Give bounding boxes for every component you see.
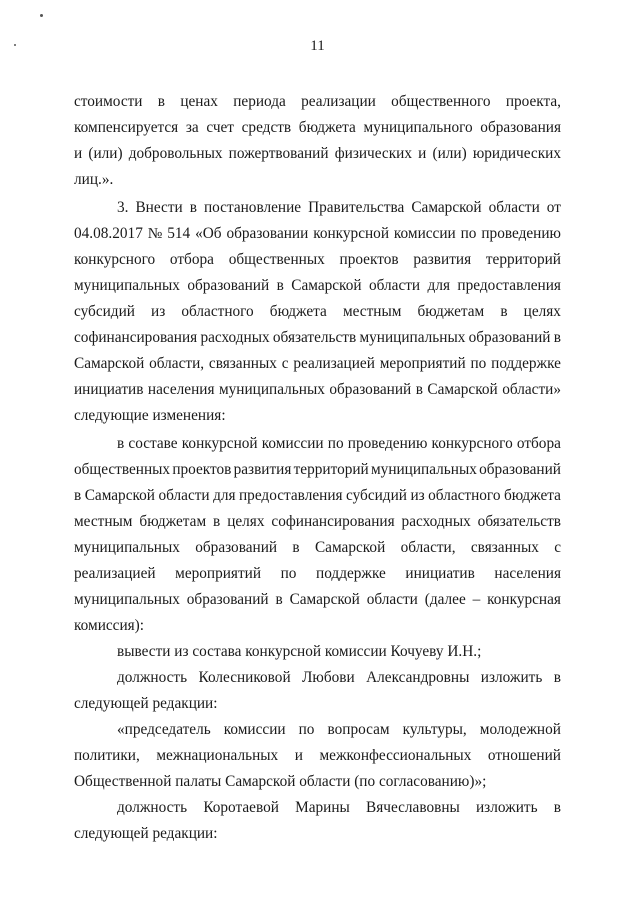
text-word: 514	[167, 225, 191, 242]
text-word: мероприятий	[175, 565, 262, 582]
text-word: связанных	[470, 539, 539, 556]
text-word: территорий	[293, 461, 369, 478]
text-word: отбора	[516, 435, 561, 452]
text-word: поддержке	[491, 355, 561, 372]
text-word: поддержке	[316, 565, 386, 582]
text-word: Внести	[135, 199, 183, 216]
text-word: изложить	[480, 669, 543, 686]
text-word: расходных	[401, 513, 471, 530]
text-word: реализации	[301, 93, 376, 110]
text-word: области»	[502, 381, 561, 398]
text-word: в	[157, 93, 166, 110]
text-word: бюджета	[503, 487, 561, 504]
text-line	[74, 302, 561, 322]
text-word: по	[327, 435, 344, 452]
text-word: комиссии	[261, 435, 324, 452]
text-word: (далее	[424, 591, 466, 608]
text-word: по	[298, 721, 315, 738]
text-word: Коротаевой	[203, 799, 279, 816]
text-word: реализацией	[293, 355, 375, 372]
text-word: обязательств	[272, 329, 357, 346]
text-word: бюджета	[298, 119, 356, 136]
text-line	[117, 434, 561, 454]
text-word: по	[280, 565, 297, 582]
text-word: в	[553, 669, 561, 686]
text-word: в	[275, 591, 283, 608]
text-word: субсидий	[74, 303, 135, 320]
text-line	[74, 564, 561, 584]
text-line: Общественной палаты Самарской области (по согласованию)»;	[74, 773, 487, 790]
text-word: политики,	[74, 747, 140, 764]
text-word: (или)	[432, 145, 467, 162]
text-word: в	[292, 539, 300, 556]
text-word: пожертвований	[228, 145, 329, 162]
text-word: Вячеславовны	[366, 799, 460, 816]
text-word: софинансирования	[271, 513, 395, 530]
text-word: в	[415, 381, 423, 398]
text-line	[74, 144, 561, 164]
text-word: конкурсного	[74, 251, 156, 268]
text-line	[74, 460, 561, 480]
text-word: Колесниковой	[198, 669, 291, 686]
text-line	[117, 720, 561, 740]
text-line	[74, 328, 561, 348]
text-word: муниципальных	[74, 277, 180, 294]
text-word: проектов	[172, 461, 232, 478]
text-word: населения	[494, 565, 561, 582]
scan-speck-1	[40, 14, 43, 17]
text-word: области,	[400, 539, 456, 556]
text-word: и	[74, 145, 83, 162]
text-line	[74, 590, 561, 610]
text-word: муниципальных	[218, 381, 325, 398]
text-word: Правительства	[308, 199, 405, 216]
text-word: Самарской	[291, 277, 362, 294]
text-word: Самарской	[314, 539, 386, 556]
text-word: области	[366, 591, 418, 608]
text-line: следующей редакции:	[74, 825, 218, 842]
text-word: населения	[147, 381, 215, 398]
text-word: бюджетам	[417, 303, 485, 320]
text-word: Самарской	[427, 381, 498, 398]
text-word: конкурсного	[431, 435, 513, 452]
text-word: в	[500, 303, 508, 320]
text-word: стоимости	[74, 93, 143, 110]
text-word: для	[427, 277, 450, 294]
text-word: средств	[241, 119, 292, 136]
text-word: конкурсной	[313, 225, 389, 242]
text-word: Марины	[295, 799, 350, 816]
text-word: областного	[181, 303, 254, 320]
text-word: местным	[342, 303, 402, 320]
text-line	[117, 798, 561, 818]
text-word: Самарской	[411, 199, 482, 216]
text-word: обязательств	[477, 513, 561, 530]
text-word: добровольных	[128, 145, 223, 162]
text-word: 04.08.2017	[74, 225, 143, 242]
text-line	[74, 354, 561, 374]
text-word: (или)	[88, 145, 123, 162]
text-word: образовании	[226, 225, 309, 242]
text-word: образований	[479, 461, 561, 478]
text-word: областного	[428, 487, 501, 504]
text-word: образований	[195, 539, 278, 556]
text-line	[74, 512, 561, 532]
text-word: проведению	[481, 225, 561, 242]
text-word: из	[410, 487, 425, 504]
text-word: местным	[74, 513, 133, 530]
text-word: конкурсной	[181, 435, 258, 452]
text-word: образования	[480, 119, 561, 136]
text-word: мероприятий	[379, 355, 466, 372]
text-word: Любови	[302, 669, 355, 686]
text-word: в	[276, 277, 284, 294]
text-word: области	[488, 199, 540, 216]
text-word: развития	[413, 251, 472, 268]
text-word: в	[553, 799, 561, 816]
text-word: Самарской	[74, 355, 145, 372]
text-word: области	[158, 487, 210, 504]
text-line	[117, 668, 561, 688]
text-line	[74, 380, 561, 400]
text-word: и	[418, 145, 427, 162]
text-word: образований	[186, 591, 269, 608]
text-word: муниципального	[363, 119, 473, 136]
text-word: общественных	[228, 251, 325, 268]
text-word: в	[117, 435, 125, 452]
text-word: комиссии	[393, 225, 456, 242]
text-word: общественного	[391, 93, 491, 110]
text-word: образований	[187, 277, 270, 294]
text-word: из	[151, 303, 166, 320]
text-word: –	[472, 591, 481, 608]
text-word: периода	[233, 93, 286, 110]
text-word: Самарской	[84, 487, 155, 504]
text-word: и	[294, 747, 303, 764]
text-line	[74, 276, 561, 296]
text-line	[74, 118, 561, 138]
text-word: Александровны	[366, 669, 470, 686]
text-word: комиссии	[223, 721, 286, 738]
text-word: межнациональных	[156, 747, 279, 764]
text-line: вывести из состава конкурсной комиссии Кочуеву И.Н.;	[117, 643, 482, 660]
text-word: области	[368, 277, 421, 294]
text-line	[74, 224, 561, 244]
text-word: с	[281, 355, 289, 372]
text-word: проекта,	[505, 93, 561, 110]
text-word: реализацией	[74, 565, 156, 582]
text-word: области,	[149, 355, 205, 372]
text-word: бюджетам	[139, 513, 207, 530]
text-word: «председатель	[117, 721, 211, 738]
text-word: за	[185, 119, 199, 136]
text-word: от	[546, 199, 561, 216]
text-line: следующей редакции:	[74, 695, 218, 712]
text-word: субсидий	[346, 487, 407, 504]
text-word: целях	[227, 513, 265, 530]
text-word: межконфессиональных	[319, 747, 472, 764]
text-word: муниципальных	[359, 329, 466, 346]
text-line	[74, 92, 561, 112]
text-word: проектов	[339, 251, 399, 268]
text-line	[74, 250, 561, 270]
text-word: в	[213, 513, 221, 530]
text-word: бюджета	[269, 303, 327, 320]
text-word: предоставления	[457, 277, 561, 294]
text-word: счет	[206, 119, 234, 136]
text-word: должность	[117, 799, 188, 816]
text-word: компенсируется	[74, 119, 179, 136]
text-word: по	[460, 225, 477, 242]
text-word: инициатив	[405, 565, 475, 582]
text-word: развития	[233, 461, 292, 478]
text-word: «Об	[195, 225, 222, 242]
text-word: 3.	[117, 199, 129, 216]
text-word: составе	[128, 435, 178, 452]
text-word: общественных	[74, 461, 171, 478]
text-word: конкурсная	[487, 591, 561, 608]
text-word: ценах	[180, 93, 218, 110]
text-line	[74, 486, 561, 506]
text-line: лиц.».	[74, 171, 114, 188]
text-word: отбора	[169, 251, 214, 268]
text-word: должность	[117, 669, 188, 686]
text-word: образований	[468, 329, 551, 346]
text-word: муниципальных	[74, 539, 180, 556]
text-word: в	[189, 199, 197, 216]
text-word: инициатив	[74, 381, 144, 398]
text-word: отношений	[487, 747, 561, 764]
text-word: вопросам	[327, 721, 390, 738]
text-word: культуры,	[402, 721, 467, 738]
text-word: для	[213, 487, 236, 504]
text-line	[74, 538, 561, 558]
text-word: постановление	[203, 199, 302, 216]
text-word: образований	[329, 381, 412, 398]
text-line	[74, 746, 561, 766]
page-number: 11	[310, 38, 325, 54]
text-word: №	[147, 225, 163, 242]
text-word: проведению	[347, 435, 428, 452]
text-word: предоставления	[239, 487, 343, 504]
text-word: физических	[334, 145, 412, 162]
text-word: целях	[523, 303, 561, 320]
text-word: молодежной	[479, 721, 561, 738]
text-line: следующие изменения:	[74, 407, 226, 424]
text-line: комиссия):	[74, 617, 145, 634]
text-word: юридических	[472, 145, 561, 162]
text-word: с	[554, 539, 561, 556]
text-word: в	[74, 487, 82, 504]
text-word: связанных	[208, 355, 277, 372]
text-word: расходных	[200, 329, 270, 346]
text-word: в	[553, 329, 561, 346]
text-word: изложить	[476, 799, 538, 816]
text-word: Самарской	[289, 591, 360, 608]
text-word: территорий	[485, 251, 561, 268]
text-word: муниципальных	[74, 591, 180, 608]
text-word: софинансирования	[74, 329, 198, 346]
text-word: муниципальных	[370, 461, 477, 478]
text-line	[117, 198, 561, 218]
text-word: по	[470, 355, 487, 372]
